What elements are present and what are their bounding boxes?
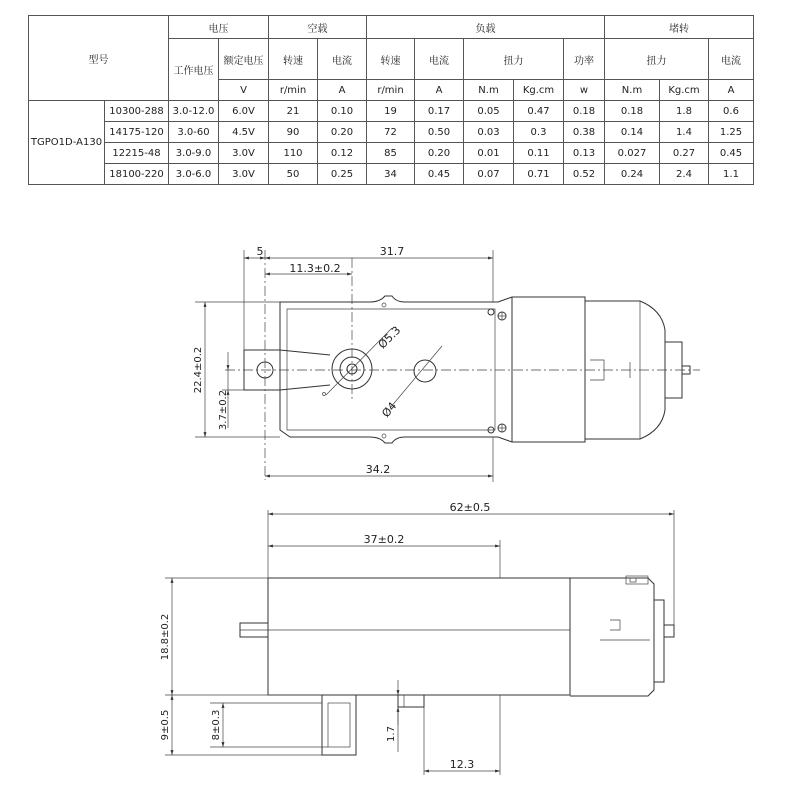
table-cell: 0.18 xyxy=(564,101,605,122)
side-motor-body xyxy=(570,578,654,696)
unit-cell: A xyxy=(709,80,754,101)
table-cell: 0.027 xyxy=(605,143,660,164)
table-cell: 3.0-9.0 xyxy=(169,143,219,164)
unit-cell: N.m xyxy=(464,80,514,101)
table-cell: 0.13 xyxy=(564,143,605,164)
side-motor-shaft xyxy=(664,625,674,637)
top-view xyxy=(193,245,700,482)
stall-current-header: 电流 xyxy=(709,39,754,80)
unit-cell: r/min xyxy=(269,80,318,101)
table-cell: 0.25 xyxy=(318,164,367,185)
table-cell: 0.10 xyxy=(318,101,367,122)
table-cell: 0.38 xyxy=(564,122,605,143)
voltage-header: 电压 xyxy=(169,16,269,39)
table-cell: 3.0V xyxy=(219,143,269,164)
table-cell: 1.4 xyxy=(660,122,709,143)
table-cell: 18100-220 xyxy=(105,164,169,185)
load-power-header: 功率 xyxy=(564,39,605,80)
table-cell: 0.03 xyxy=(464,122,514,143)
small-hole-mid xyxy=(323,393,326,396)
stall-torque-header: 扭力 xyxy=(605,39,709,80)
dim-31-7-label: 31.7 xyxy=(379,245,405,258)
dim-1-7-label: 1.7 xyxy=(386,726,397,742)
dim-d4-label: Ø4 xyxy=(379,399,400,420)
table-cell: 1.25 xyxy=(709,122,754,143)
table-cell: 0.71 xyxy=(514,164,564,185)
table-cell: 0.3 xyxy=(514,122,564,143)
dim-3-7-label: 3.7±0.2 xyxy=(218,389,229,431)
table-cell: 0.50 xyxy=(415,122,464,143)
table-cell: 0.52 xyxy=(564,164,605,185)
table-cell: 85 xyxy=(367,143,415,164)
working-voltage-header: 工作电压 xyxy=(169,39,219,101)
dim-62-label: 62±0.5 xyxy=(449,501,491,514)
table-cell: 0.45 xyxy=(415,164,464,185)
unit-cell: A xyxy=(318,80,367,101)
rated-voltage-header: 额定电压 xyxy=(219,39,269,80)
table-cell: 90 xyxy=(269,122,318,143)
unit-cell: N.m xyxy=(605,80,660,101)
gearbox-outline xyxy=(280,296,585,443)
unit-cell: r/min xyxy=(367,80,415,101)
dim-22-4-label: 22.4±0.2 xyxy=(193,346,204,394)
unit-cell: w xyxy=(564,80,605,101)
load-current-header: 电流 xyxy=(415,39,464,80)
load-speed-header: 转速 xyxy=(367,39,415,80)
table-cell: 0.18 xyxy=(605,101,660,122)
secondary-hole xyxy=(414,360,436,382)
load-torque-header: 扭力 xyxy=(464,39,564,80)
table-cell: 19 xyxy=(367,101,415,122)
unit-cell: A xyxy=(415,80,464,101)
small-hole-bottom xyxy=(382,434,386,438)
dim-5-label: 5 xyxy=(256,245,264,258)
table-cell: 10300-288 xyxy=(105,101,169,122)
unit-cell: V xyxy=(219,80,269,101)
dim-9-label: 9±0.5 xyxy=(160,709,171,741)
table-cell: 0.6 xyxy=(709,101,754,122)
table-cell: 12215-48 xyxy=(105,143,169,164)
table-cell: 0.07 xyxy=(464,164,514,185)
table-cell: 0.05 xyxy=(464,101,514,122)
table-cell: 1.8 xyxy=(660,101,709,122)
table-cell: 0.14 xyxy=(605,122,660,143)
table-cell: 4.5V xyxy=(219,122,269,143)
noload-speed-header: 转速 xyxy=(269,39,318,80)
stall-header: 堵转 xyxy=(605,16,754,39)
table-cell: 0.20 xyxy=(318,122,367,143)
table-cell: 3.0-12.0 xyxy=(169,101,219,122)
dim-12-3-label: 12.3 xyxy=(449,758,475,771)
noload-current-header: 电流 xyxy=(318,39,367,80)
table-cell: 0.11 xyxy=(514,143,564,164)
table-cell: 0.01 xyxy=(464,143,514,164)
table-cell: 21 xyxy=(269,101,318,122)
table-cell: 110 xyxy=(269,143,318,164)
table-cell: 0.45 xyxy=(709,143,754,164)
dim-34-2-label: 34.2 xyxy=(365,463,391,476)
dim-11-3-label: 11.3±0.2 xyxy=(289,262,341,275)
side-motor-terminal xyxy=(610,620,620,630)
side-view xyxy=(160,501,674,775)
table-cell: 0.24 xyxy=(605,164,660,185)
small-hole-top xyxy=(382,303,386,307)
table-cell: 72 xyxy=(367,122,415,143)
model-header: 型号 xyxy=(29,16,169,101)
load-header: 负载 xyxy=(367,16,605,39)
no-load-header: 空载 xyxy=(269,16,367,39)
table-cell: 0.20 xyxy=(415,143,464,164)
shaft-arm-top xyxy=(280,350,330,355)
table-cell: 3.0-60 xyxy=(169,122,219,143)
shaft-arm-bottom xyxy=(280,385,330,390)
mount-hole-top xyxy=(488,309,494,315)
dim-18-8-label: 18.8±0.2 xyxy=(160,613,171,661)
table-cell: 0.12 xyxy=(318,143,367,164)
table-cell: 0.27 xyxy=(660,143,709,164)
table-cell: 1.1 xyxy=(709,164,754,185)
table-cell: 0.17 xyxy=(415,101,464,122)
table-cell: 14175-120 xyxy=(105,122,169,143)
side-mount-boss xyxy=(322,695,356,755)
unit-cell: Kg.cm xyxy=(660,80,709,101)
side-motor-end xyxy=(654,600,664,682)
table-cell: 3.0V xyxy=(219,164,269,185)
side-gearbox-body xyxy=(268,578,570,695)
side-mount-tab xyxy=(398,695,424,707)
table-cell: 6.0V xyxy=(219,101,269,122)
table-cell: 0.47 xyxy=(514,101,564,122)
table-cell: 50 xyxy=(269,164,318,185)
table-cell: 34 xyxy=(367,164,415,185)
table-cell: 2.4 xyxy=(660,164,709,185)
dim-d5-3-label: Ø5.3 xyxy=(375,323,404,352)
unit-cell: Kg.cm xyxy=(514,80,564,101)
table-cell: 3.0-6.0 xyxy=(169,164,219,185)
side-motor-tab xyxy=(626,576,648,584)
dim-37-label: 37±0.2 xyxy=(363,533,405,546)
model-name-cell: TGPO1D-A130 xyxy=(29,101,105,185)
dim-8-label: 8±0.3 xyxy=(211,709,222,741)
